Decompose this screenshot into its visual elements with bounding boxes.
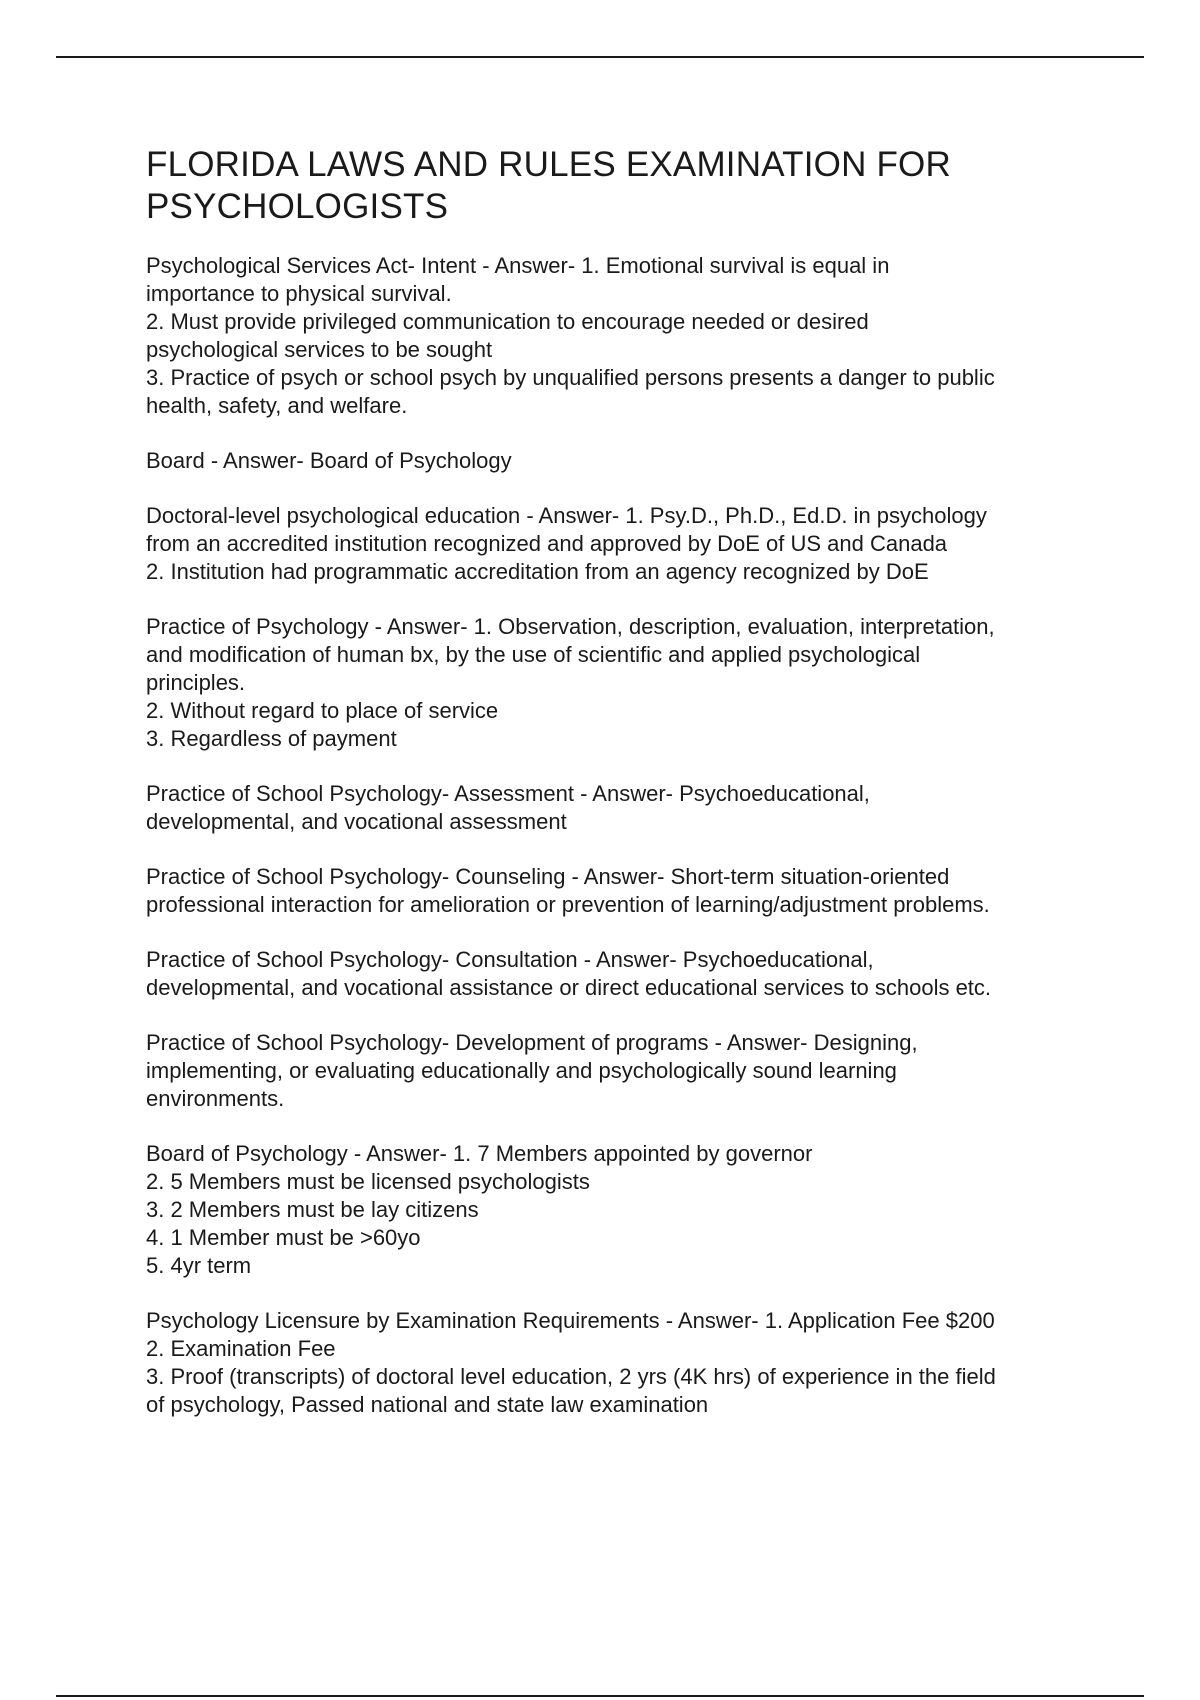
document-title xyxy=(146,144,1086,228)
bottom-divider xyxy=(56,1695,1144,1697)
entry-line: environments. xyxy=(146,1086,285,1111)
title-line: PSYCHOLOGISTS xyxy=(146,187,449,226)
entry-line: and modification of human bx, by the use of scientific and applied psychological xyxy=(146,642,921,667)
qa-entry-board-of-psychology xyxy=(146,1140,1086,1280)
entry-line: Practice of Psychology - Answer- 1. Observation, description, evaluation, interpretation, xyxy=(146,614,995,639)
qa-entry-school-consultation xyxy=(146,946,1086,1002)
entry-line: principles. xyxy=(146,670,246,695)
entry-line: 3. Proof (transcripts) of doctoral level education, 2 yrs (4K hrs) of experience in the field xyxy=(146,1364,996,1389)
entry-line: Board - Answer- Board of Psychology xyxy=(146,448,512,473)
qa-entry-intent xyxy=(146,252,1086,420)
entry-line: Doctoral-level psychological education - Answer- 1. Psy.D., Ph.D., Ed.D. in psychology xyxy=(146,503,987,528)
entry-line: 2. Examination Fee xyxy=(146,1336,336,1361)
qa-entry-board xyxy=(146,447,1086,475)
entry-line: 2. Must provide privileged communication to encourage needed or desired xyxy=(146,309,869,334)
entry-line: 4. 1 Member must be >60yo xyxy=(146,1225,421,1250)
entry-line: 3. 2 Members must be lay citizens xyxy=(146,1197,479,1222)
entry-line: 5. 4yr term xyxy=(146,1253,252,1278)
entry-line: Psychology Licensure by Examination Requirements - Answer- 1. Application Fee $200 xyxy=(146,1308,995,1333)
entry-line: from an accredited institution recognized and approved by DoE of US and Canada xyxy=(146,531,948,556)
entry-line: 2. Institution had programmatic accreditation from an agency recognized by DoE xyxy=(146,559,929,584)
entry-line: of psychology, Passed national and state law examination xyxy=(146,1392,709,1417)
entry-line: Practice of School Psychology- Counseling - Answer- Short-term situation-oriented xyxy=(146,864,950,889)
entry-line: 2. Without regard to place of service xyxy=(146,698,499,723)
title-line: FLORIDA LAWS AND RULES EXAMINATION FOR xyxy=(146,145,951,184)
entry-line: Practice of School Psychology- Development of programs - Answer- Designing, xyxy=(146,1030,918,1055)
entry-line: Psychological Services Act- Intent - Answer- 1. Emotional survival is equal in xyxy=(146,253,890,278)
entry-line: professional interaction for amelioration or prevention of learning/adjustment problems. xyxy=(146,892,990,917)
qa-entry-doctoral-education xyxy=(146,502,1086,586)
entry-line: importance to physical survival. xyxy=(146,281,452,306)
qa-entry-practice-of-psychology xyxy=(146,613,1086,753)
entry-line: 2. 5 Members must be licensed psychologists xyxy=(146,1169,590,1194)
qa-entry-school-assessment xyxy=(146,780,1086,836)
entry-line: 3. Practice of psych or school psych by unqualified persons presents a danger to public xyxy=(146,365,995,390)
entry-line: Board of Psychology - Answer- 1. 7 Members appointed by governor xyxy=(146,1141,813,1166)
top-divider xyxy=(56,56,1144,58)
qa-entry-school-programs xyxy=(146,1029,1086,1113)
document-body xyxy=(146,144,1086,1446)
entry-line: psychological services to be sought xyxy=(146,337,493,362)
entry-line: developmental, and vocational assessment xyxy=(146,809,567,834)
qa-entry-licensure-requirements xyxy=(146,1307,1086,1419)
qa-entry-school-counseling xyxy=(146,863,1086,919)
entry-line: health, safety, and welfare. xyxy=(146,393,408,418)
entry-line: implementing, or evaluating educationally and psychologically sound learning xyxy=(146,1058,897,1083)
entry-line: developmental, and vocational assistance or direct educational services to schools etc. xyxy=(146,975,992,1000)
entry-line: 3. Regardless of payment xyxy=(146,726,397,751)
entry-line: Practice of School Psychology- Assessment - Answer- Psychoeducational, xyxy=(146,781,870,806)
entry-line: Practice of School Psychology- Consultation - Answer- Psychoeducational, xyxy=(146,947,874,972)
